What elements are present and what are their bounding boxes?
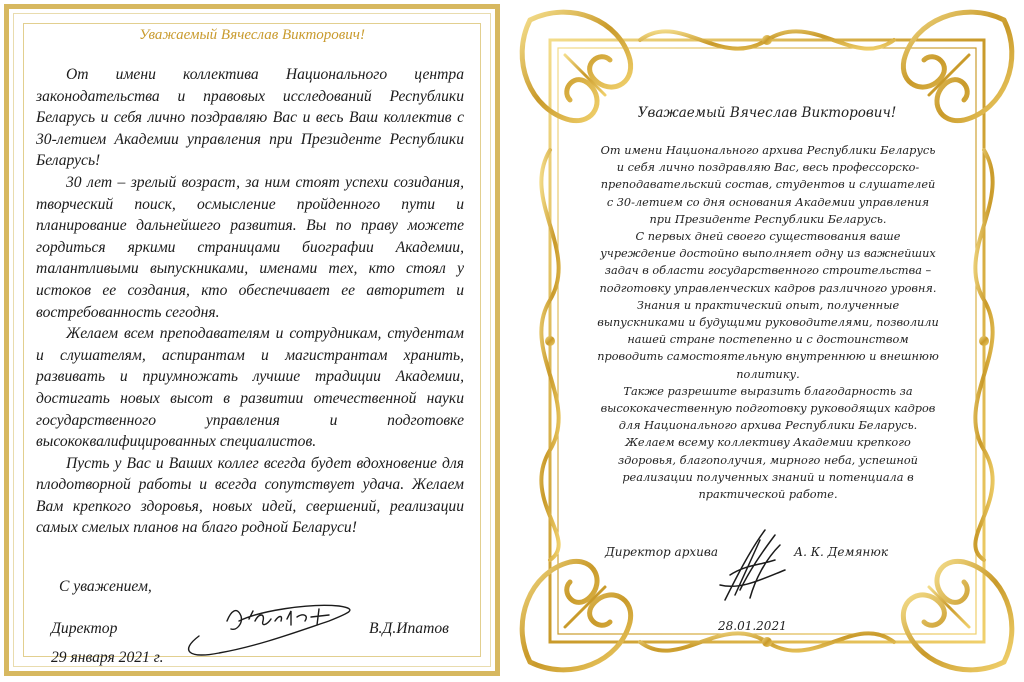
right-signature (705, 520, 795, 610)
right-date: 28.01.2021 (718, 619, 787, 633)
left-paragraph: От имени коллектива Национального центра законодательства и правовых исследований Республики Беларусь и себя лично поздравляю Вас и весь Ваш коллектив с 30-летием Академии управления при Президенте Республики Беларусь! (36, 66, 464, 170)
left-signer-name: В.Д.Ипатов (369, 620, 449, 637)
right-signer-name: А. К. Демянюк (794, 545, 889, 559)
left-closing: С уважением, (59, 578, 152, 595)
left-letter (4, 4, 500, 676)
right-paragraph: Также разрешите выразить благодарность за высококачественную подготовку руководящих кадров для Национального архива Республики Беларусь. (600, 384, 936, 433)
right-signer-position: Директор архива (605, 545, 719, 559)
left-date: 29 января 2021 г. (51, 649, 164, 666)
left-paragraph: Пусть у Вас и Ваших коллег всегда будет вдохновение для плодотворной работы и всегда сопутствует удача. Желаем Вам крепкого здоровья, новых идей, свершений, реализации самых смелых планов на благо родной Беларуси! (36, 454, 464, 537)
left-greeting: Уважаемый Вячеслав Викторович! (139, 27, 365, 43)
right-greeting: Уважаемый Вячеслав Викторович! (637, 105, 897, 121)
left-signer-position: Директор (51, 620, 118, 637)
left-body (36, 64, 464, 539)
right-body (596, 142, 940, 503)
left-paragraph: Желаем всем преподавателям и сотрудникам, студентам и слушателям, аспирантам и магистрантам хранить, развивать и приумножать лучшие традиции Академии, достигать новых высот в развитии отечественной науки государственного управления и подготовке высококвалифицированных специалистов. (36, 325, 464, 451)
corner-ornament-bottom-left (522, 561, 630, 669)
right-letter (510, 0, 1024, 682)
left-paragraph: 30 лет – зрелый возраст, за ним стоят успехи созидания, творческий поиск, осмысление пройденного пути и планирование дальнейшего развития. Вы по праву можете гордиться яркими страницами биографии Академии, талантливыми выпускниками, именами тех, кто стоял у истоков ее создания, кто обеспечивает ее авторитет и востребованность сегодня. (36, 173, 464, 321)
right-paragraph: С первых дней своего существования ваше учреждение достойно выполняет одну из важнейших задач в области государственного строительства – подготовку управленческих кадров различного уровня. Знания и практический опыт, полученные выпускниками и будущими руководителями, позволили нашей стране постепенно и с достоинством проводить самостоятельную внутреннюю и внешнюю политику. (597, 230, 939, 381)
right-paragraph: Желаем всему коллективу Академии крепкого здоровья, благополучия, мирного неба, успешной реализации полученных знаний и потенциала в практической работе. (618, 436, 918, 502)
right-paragraph: От имени Национального архива Республики Беларусь и себя лично поздравляю Вас, весь профессорско-преподавательский состав, студентов и слушателей с 30-летием со дня основания Академии управления при Президенте Республики Беларусь. (600, 144, 936, 226)
corner-ornament-bottom-right (903, 561, 1011, 669)
left-signature (179, 591, 369, 661)
